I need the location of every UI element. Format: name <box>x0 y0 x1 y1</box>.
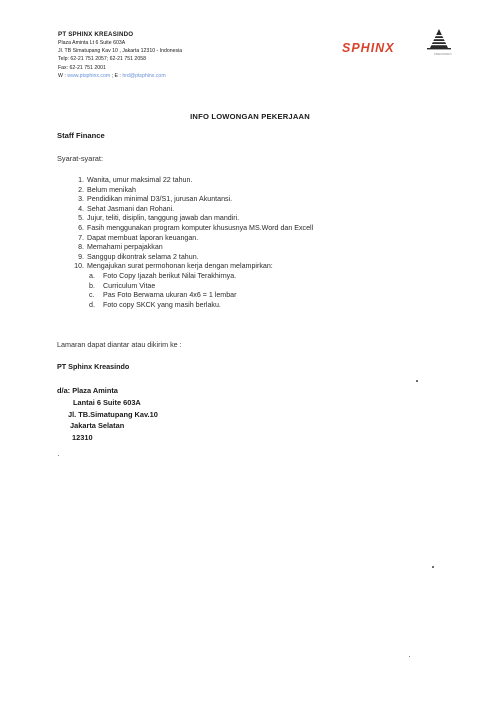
requirements-list <box>60 176 480 310</box>
application-company: PT Sphinx Kreasindo <box>57 362 130 371</box>
address-line: Jakarta Selatan <box>70 421 125 430</box>
list-item: a. Foto Copy Ijazah berikut Nilai Terakhirnya. <box>89 271 237 280</box>
logo-wordmark: SPHINX <box>342 41 395 55</box>
sphinx-logo <box>340 28 460 62</box>
letterhead-telp: Telp: 62-21 751 2057; 62-21 751 2058 <box>58 56 146 63</box>
scan-speck <box>58 455 59 456</box>
list-item: 10. Mengajukan surat permohonan kerja dengan melampirkan: <box>74 262 273 271</box>
list-item: 1. Wanita, umur maksimal 22 tahun. <box>78 176 193 184</box>
scan-speck <box>432 566 434 568</box>
position-title: Staff Finance <box>57 131 105 140</box>
list-item: 4. Sehat Jasmani dan Rohani. <box>78 204 175 213</box>
list-item: 3. Pendidikan minimal D3/S1, jurusan Akuntansi. <box>78 195 233 204</box>
list-item: 5. Jujur, teliti, disiplin, tanggung jawab dan mandiri. <box>78 214 240 223</box>
list-item: 7. Dapat membuat laporan keuangan. <box>78 233 199 242</box>
letterhead-contact <box>58 72 258 80</box>
application-intro: Lamaran dapat diantar atau dikirim ke : <box>57 340 182 349</box>
address-line: 12310 <box>72 433 93 442</box>
list-item: b. Curriculum Vitae <box>89 281 156 290</box>
letterhead <box>58 30 258 80</box>
pyramid-icon <box>427 28 451 50</box>
address-line: Lantai 6 Suite 603A <box>73 398 141 407</box>
scan-speck <box>416 380 418 382</box>
attachments-list <box>60 272 480 310</box>
list-item: 9. Sanggup dikontrak selama 2 tahun. <box>78 252 199 261</box>
letterhead-address-2: Jl. TB Simatupang Kav 10 , Jakarta 12310 - Indonesia <box>58 48 183 55</box>
list-item: 6. Fasih menggunakan program komputer khususnya MS.Word dan Excell <box>78 223 314 232</box>
list-item: d. Foto copy SKCK yang masih berlaku. <box>89 300 221 309</box>
requirements-heading: Syarat-syarat: <box>57 154 104 163</box>
web-prefix: W : <box>58 72 68 79</box>
logo-tagline: KREASINDO <box>434 52 452 56</box>
list-item: 2. Belum menikah <box>78 185 136 194</box>
letterhead-fax: Fax: 62-21 751 2001 <box>58 64 106 71</box>
scan-speck <box>409 656 410 657</box>
document-title: INFO LOWONGAN PEKERJAAN <box>190 112 310 121</box>
list-item: c. Pas Foto Berwarna ukuran 4x6 = 1 lembar <box>89 291 237 300</box>
website-link[interactable]: www.ptsphinx.com <box>67 72 111 79</box>
letterhead-company: PT SPHINX KREASINDO <box>58 31 134 38</box>
address-line: Jl. TB.Simatupang Kav.10 <box>68 410 158 419</box>
letterhead-address-1: Plaza Aminta Lt 6 Suite 603A <box>58 40 126 46</box>
email-link[interactable]: hrd@ptsphinx.com <box>122 72 166 79</box>
email-prefix: ; E : <box>110 72 123 79</box>
address-line: d/a: Plaza Aminta <box>57 386 118 395</box>
list-item: 8. Memahami perpajakkan <box>78 243 163 252</box>
